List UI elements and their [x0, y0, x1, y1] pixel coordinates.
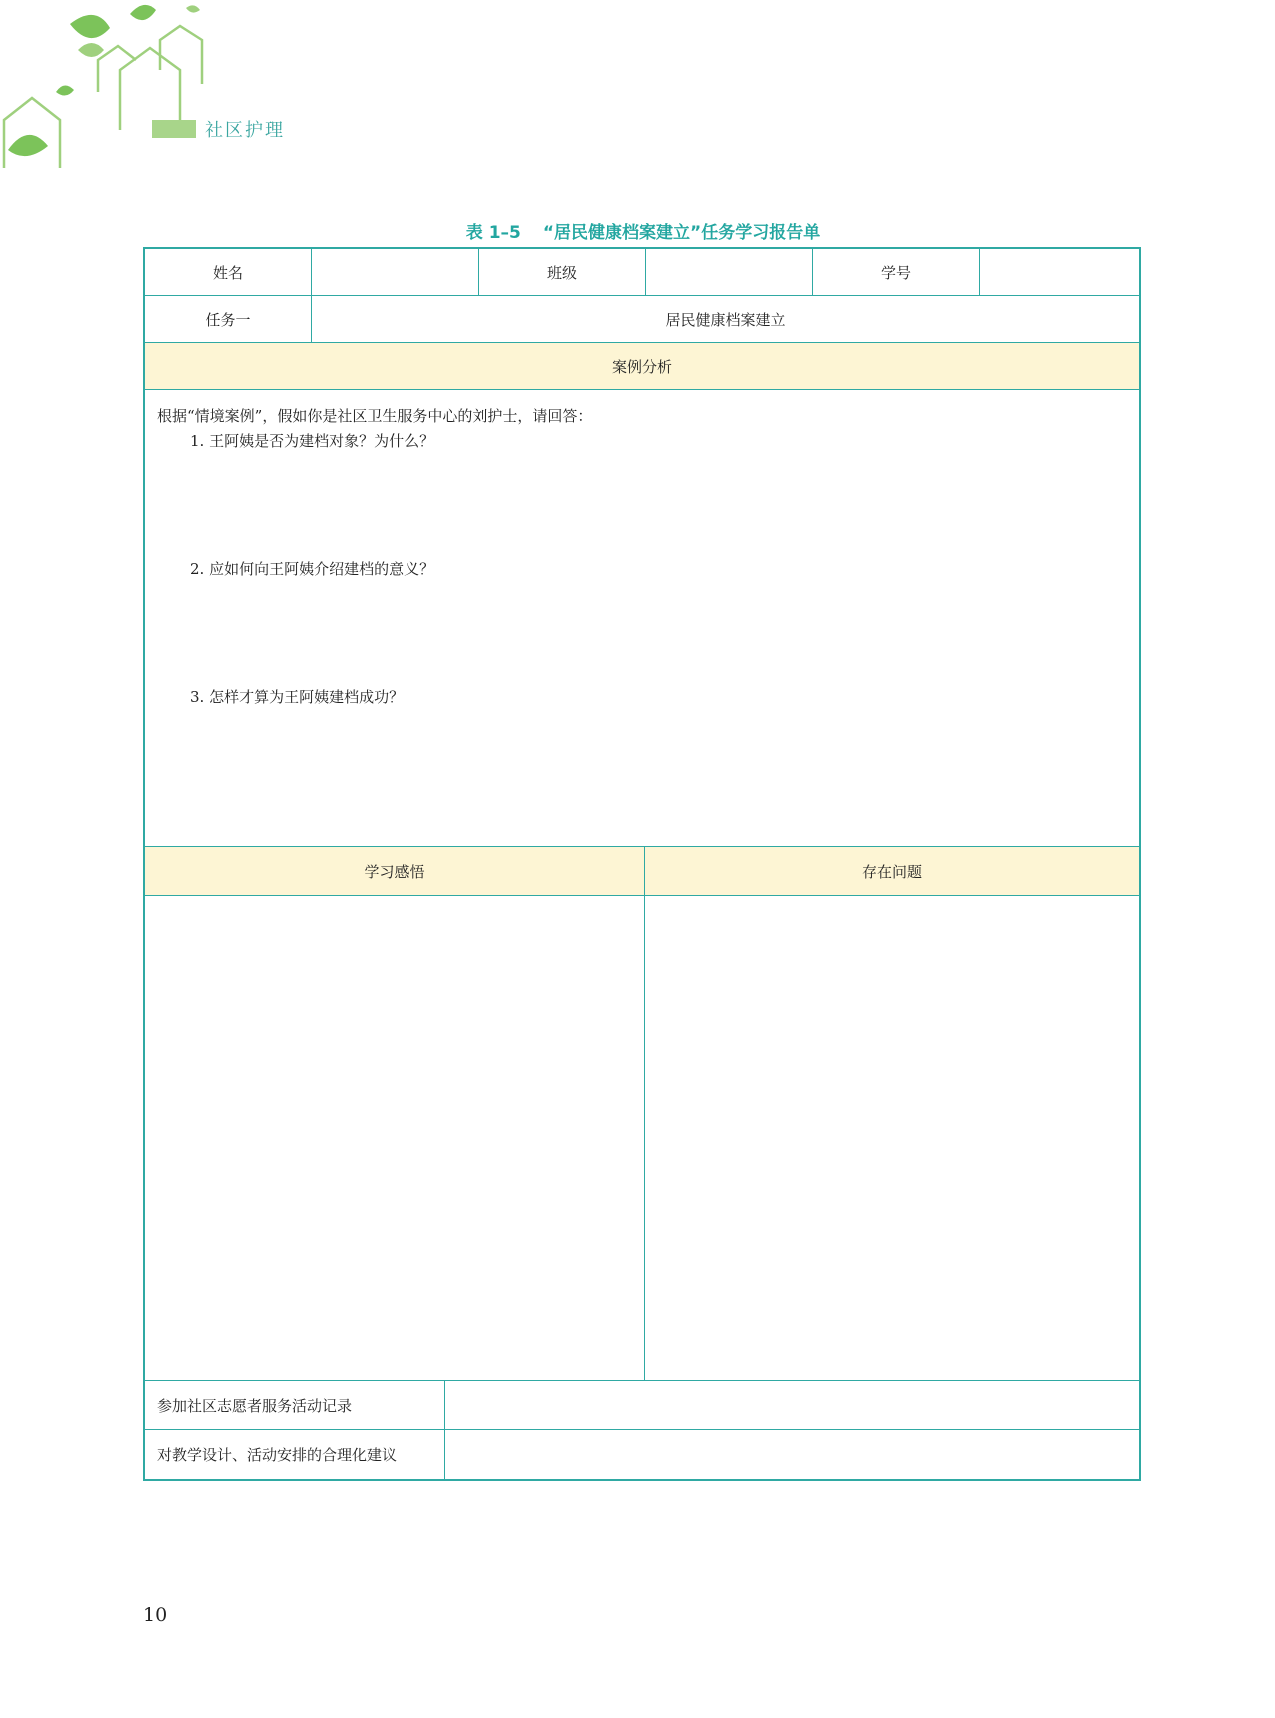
section-title: 社区护理	[205, 120, 285, 141]
table-caption	[143, 218, 1143, 243]
learning-insights-area[interactable]	[145, 896, 645, 1380]
page-number: 10	[143, 1604, 168, 1626]
student-info-row	[145, 249, 1139, 296]
volunteer-record-field[interactable]	[445, 1381, 1139, 1429]
table-number: 表 1–5	[465, 223, 521, 243]
existing-problems-heading: 存在问题	[861, 862, 922, 881]
name-value-cell[interactable]	[312, 249, 479, 295]
case-analysis-body[interactable]	[145, 390, 1139, 846]
task-label: 任务一	[145, 296, 312, 342]
student-id-value-cell[interactable]	[980, 249, 1139, 295]
question-3: 3. 怎样才算为王阿姨建档成功？	[190, 688, 405, 706]
case-analysis-body-row	[145, 390, 1139, 847]
class-label: 班级	[479, 249, 646, 295]
existing-problems-area[interactable]	[645, 896, 1139, 1380]
learning-insights-heading: 学习感悟	[145, 847, 645, 895]
question-2: 2. 应如何向王阿姨介绍建档的意义？	[190, 560, 435, 578]
volunteer-record-row	[145, 1381, 1139, 1430]
suggestion-field[interactable]	[445, 1430, 1139, 1479]
name-label: 姓名	[145, 249, 312, 295]
table-title: “居民健康档案建立”任务学习报告单	[542, 223, 821, 243]
suggestion-label: 对教学设计、活动安排的合理化建议	[145, 1430, 445, 1479]
volunteer-record-label: 参加社区志愿者服务活动记录	[145, 1381, 445, 1429]
reflection-heading-row	[145, 847, 1139, 896]
task-value: 居民健康档案建立	[665, 310, 786, 329]
reflection-body-row	[145, 896, 1139, 1381]
student-id-label: 学号	[813, 249, 980, 295]
question-1: 1. 王阿姨是否为建档对象？为什么？	[190, 432, 435, 450]
header-accent-bar	[152, 120, 196, 138]
class-value-cell[interactable]	[646, 249, 813, 295]
task-row	[145, 296, 1139, 343]
case-analysis-heading: 案例分析	[611, 357, 672, 376]
report-form-table	[143, 247, 1141, 1481]
header-house-leaves-illustration	[0, 0, 300, 180]
case-intro: 根据“情境案例”，假如你是社区卫生服务中心的刘护士，请回答：	[157, 407, 593, 425]
suggestion-row	[145, 1430, 1139, 1479]
case-analysis-heading-row	[145, 343, 1139, 390]
